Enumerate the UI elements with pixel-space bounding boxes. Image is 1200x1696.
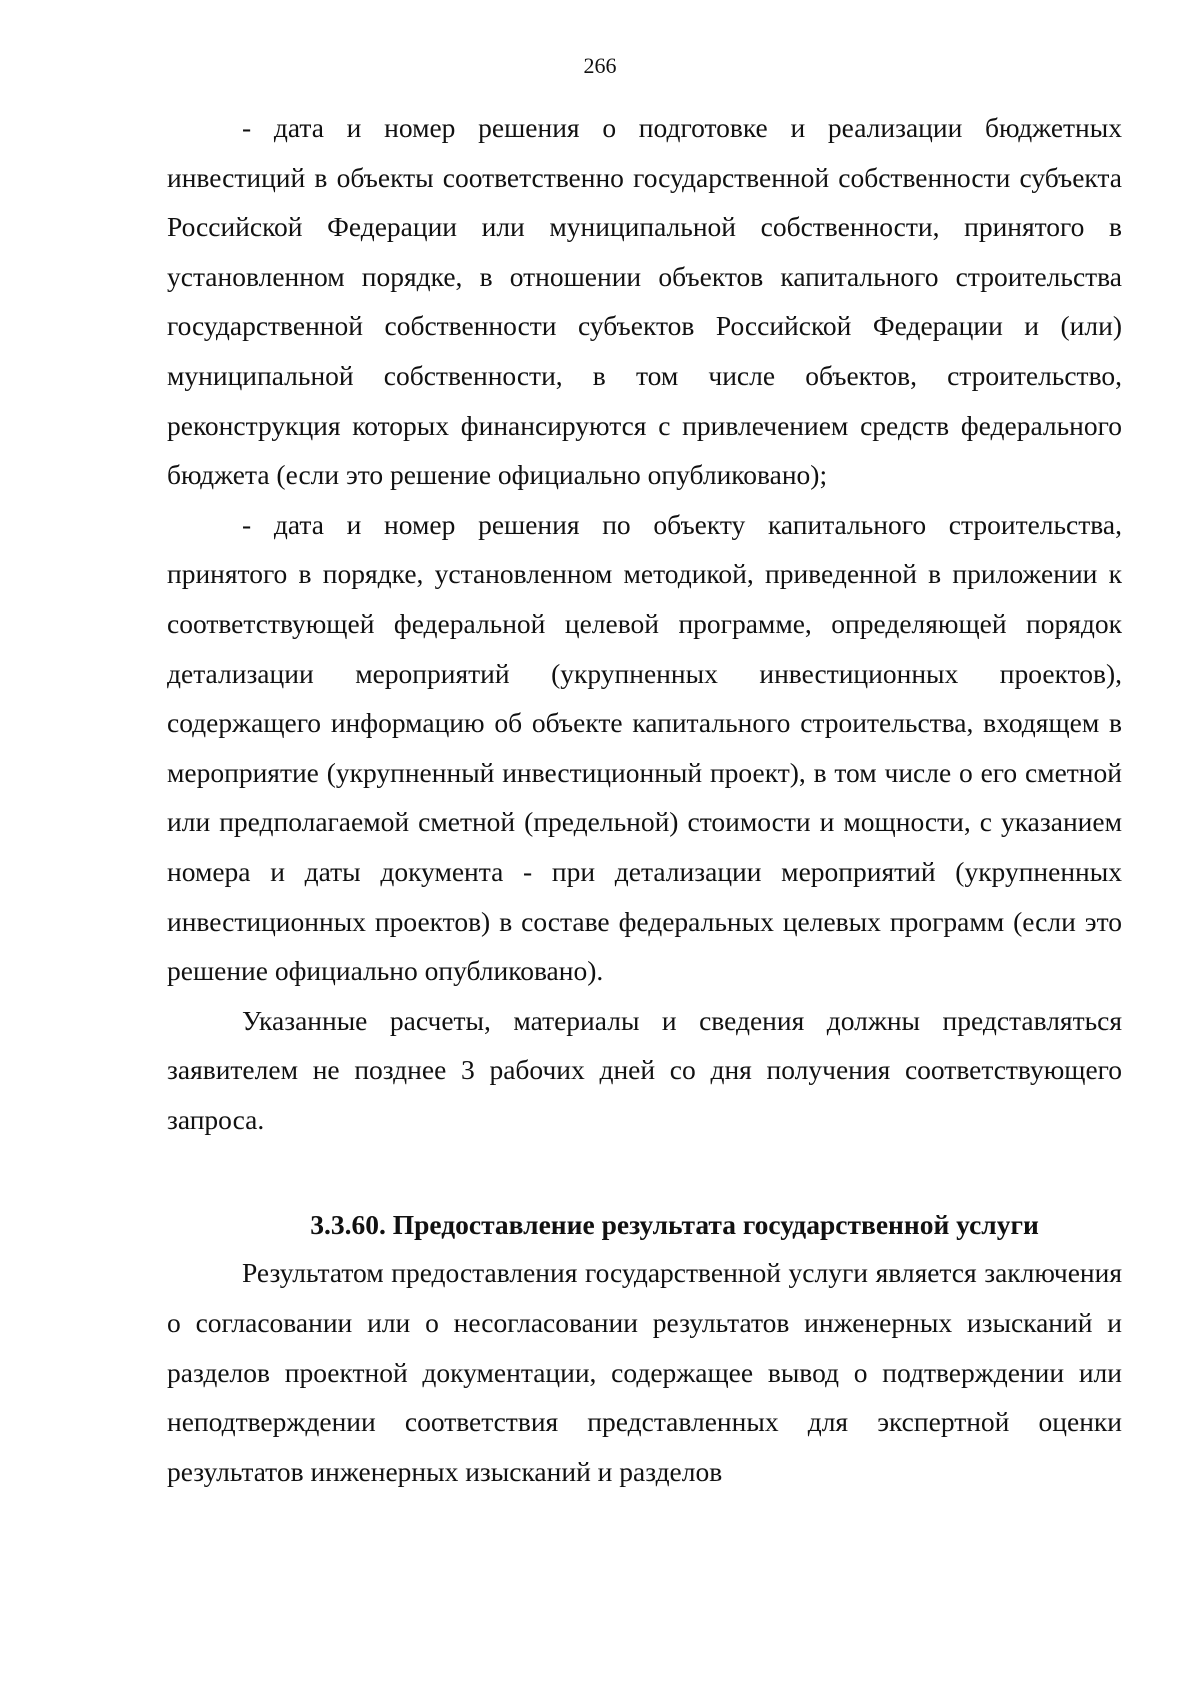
document-body — [167, 103, 1122, 1496]
page-number: 266 — [583, 53, 617, 78]
paragraph-service-result: Результатом предоставления государственной услуги является заключения о согласовании или о несогласовании результатов инженерных изысканий и разделов проектной документации, содержащее вывод о подтверждении или неподтверждении соответствия представленных для экспертной оценки результатов инженерных изысканий и разделов — [167, 1257, 1122, 1487]
paragraph-capital-construction-decision: - дата и номер решения по объекту капитального строительства, принятого в порядке, установленном методикой, приведенной в приложении к соответствующей федеральной целевой программе, определяющей порядок детализации мероприятий (укрупненных инвестиционных проектов), содержащего информацию об объекте капитального строительства, входящем в мероприятие (укрупненный инвестиционный проект), в том числе о его сметной или предполагаемой сметной (предельной) стоимости и мощности, с указанием номера и даты документа - при детализации мероприятий (укрупненных инвестиционных проектов) в составе федеральных целевых программ (если это решение официально опубликовано). — [167, 508, 1122, 987]
section-heading: 3.3.60. Предоставление результата государственной услуги — [310, 1209, 1039, 1241]
paragraph-budget-investment-decision: - дата и номер решения о подготовке и реализации бюджетных инвестиций в объекты соответственно государственной собственности субъекта Российской Федерации или муниципальной собственности, принятого в установленном порядке, в отношении объектов капитального строительства государственной собственности субъектов Российской Федерации и (или) муниципальной собственности, в том числе объектов, строительство, реконструкция которых финансируются с привлечением средств федерального бюджета (если это решение официально опубликовано); — [167, 112, 1122, 491]
paragraph-submission-deadline: Указанные расчеты, материалы и сведения должны представляться заявителем не позднее 3 рабочих дней со дня получения соответствующего запроса. — [167, 1004, 1122, 1135]
